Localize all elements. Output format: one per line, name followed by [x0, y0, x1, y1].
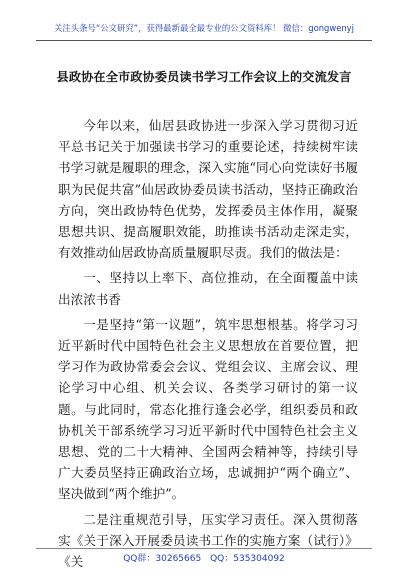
document-body	[58, 115, 358, 572]
section-heading-1: 一、坚持以上率下、高位推动，在全面覆盖中读出浓浓书香	[58, 270, 358, 307]
paragraph-point-1: 一是坚持“第一议题”，筑牢思想根基。将学习习近平新时代中国特色社会主义思想放在首要位置，把学习作为政协常委会会议、党组会议、主席会议、理论学习中心组、机关会议、各类学习研讨的第一议题。与此同时，常态化推行逢会必学，组织委员和政协机关干部系统学习习近平新时代中国特色社会主义思想、党的二十大精神、全国两会精神等，持续引导广大委员坚持正确政治立场，忠诚拥护“两个确立”、坚决做到“两个维护”。	[58, 316, 358, 502]
footer-contact	[36, 551, 372, 564]
header-divider	[36, 40, 372, 41]
paragraph-point-2: 二是注重规范引导，压实学习责任。深入贯彻落实《关于深入开展委员读书工作的实施方案（试行）》《关	[58, 511, 358, 570]
qq-number-text: QQ：535304092	[210, 554, 285, 564]
document-title: 县政协在全市政协委员读书学习工作会议上的交流发言	[56, 70, 352, 84]
footer-divider	[36, 548, 372, 549]
paragraph-intro: 今年以来，仙居县政协进一步深入学习贯彻习近平总书记关于加强读书学习的重要论述，持续树牢读书学习就是履职的理念，深入实施“同心向党读好书履职为民促共富”仙居政协委员读书活动，坚持正确政治方向，突出政协特色优势，发挥委员主体作用，凝聚思想共识、提高履职效能，助推读书活动走深走实，有效推动仙居政协高质量履职尽责。我们的做法是：	[58, 118, 358, 261]
header-banner: 关注头条号“公文研究”，获得最新最全最专业的公文资料库！ 微信：gongwenyj	[54, 23, 354, 33]
qq-group-text: QQ群：30265665	[123, 554, 202, 564]
